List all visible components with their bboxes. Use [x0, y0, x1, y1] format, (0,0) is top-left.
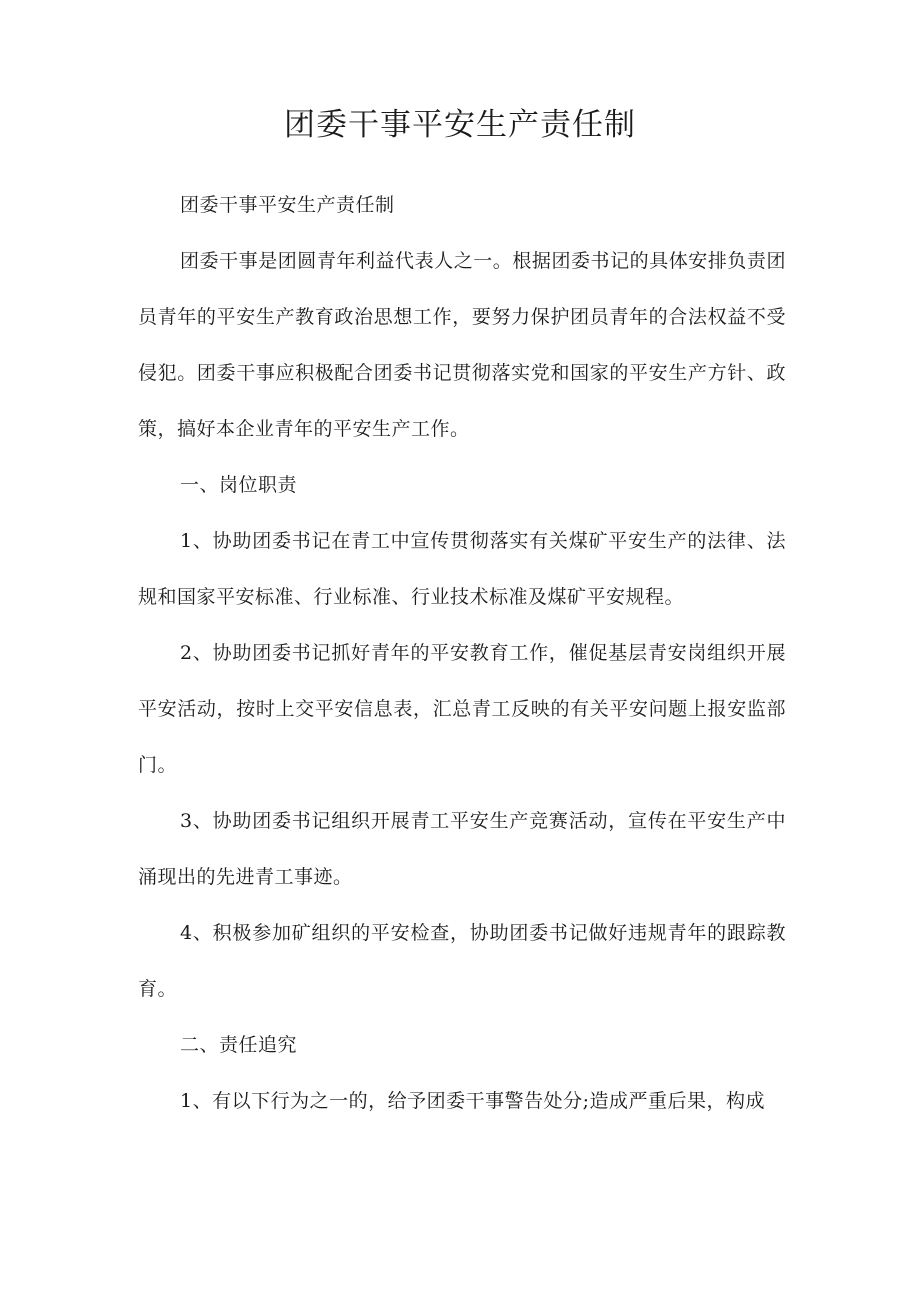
subtitle-paragraph: 团委干事平安生产责任制 [180, 194, 395, 216]
accountability-item-1: 1、有以下行为之一的，给予团委干事警告处分;造成严重后果，构成 [180, 1090, 765, 1112]
section-heading-accountability: 二、责任追究 [180, 1034, 298, 1056]
section-heading-duties: 一、岗位职责 [180, 474, 298, 496]
duty-item-3: 3、协助团委书记组织开展青工平安生产竞赛活动，宣传在平安生产中涌现出的先进青工事迹。 [138, 810, 786, 888]
duty-item-4: 4、积极参加矿组织的平安检查，协助团委书记做好违规青年的跟踪教育。 [138, 922, 786, 1000]
document-body [138, 177, 786, 1129]
duty-item-2: 2、协助团委书记抓好青年的平安教育工作，催促基层青安岗组织开展平安活动，按时上交平安信息表，汇总青工反映的有关平安问题上报安监部门。 [138, 642, 786, 776]
duty-item-1: 1、协助团委书记在青工中宣传贯彻落实有关煤矿平安生产的法律、法规和国家平安标准、行业标准、行业技术标准及煤矿平安规程。 [138, 530, 786, 608]
intro-paragraph: 团委干事是团圆青年利益代表人之一。根据团委书记的具体安排负责团员青年的平安生产教育政治思想工作，要努力保护团员青年的合法权益不受侵犯。团委干事应积极配合团委书记贯彻落实党和国家的平安生产方针、政策，搞好本企业青年的平安生产工作。 [138, 250, 786, 440]
document-title: 团委干事平安生产责任制 [284, 107, 636, 143]
